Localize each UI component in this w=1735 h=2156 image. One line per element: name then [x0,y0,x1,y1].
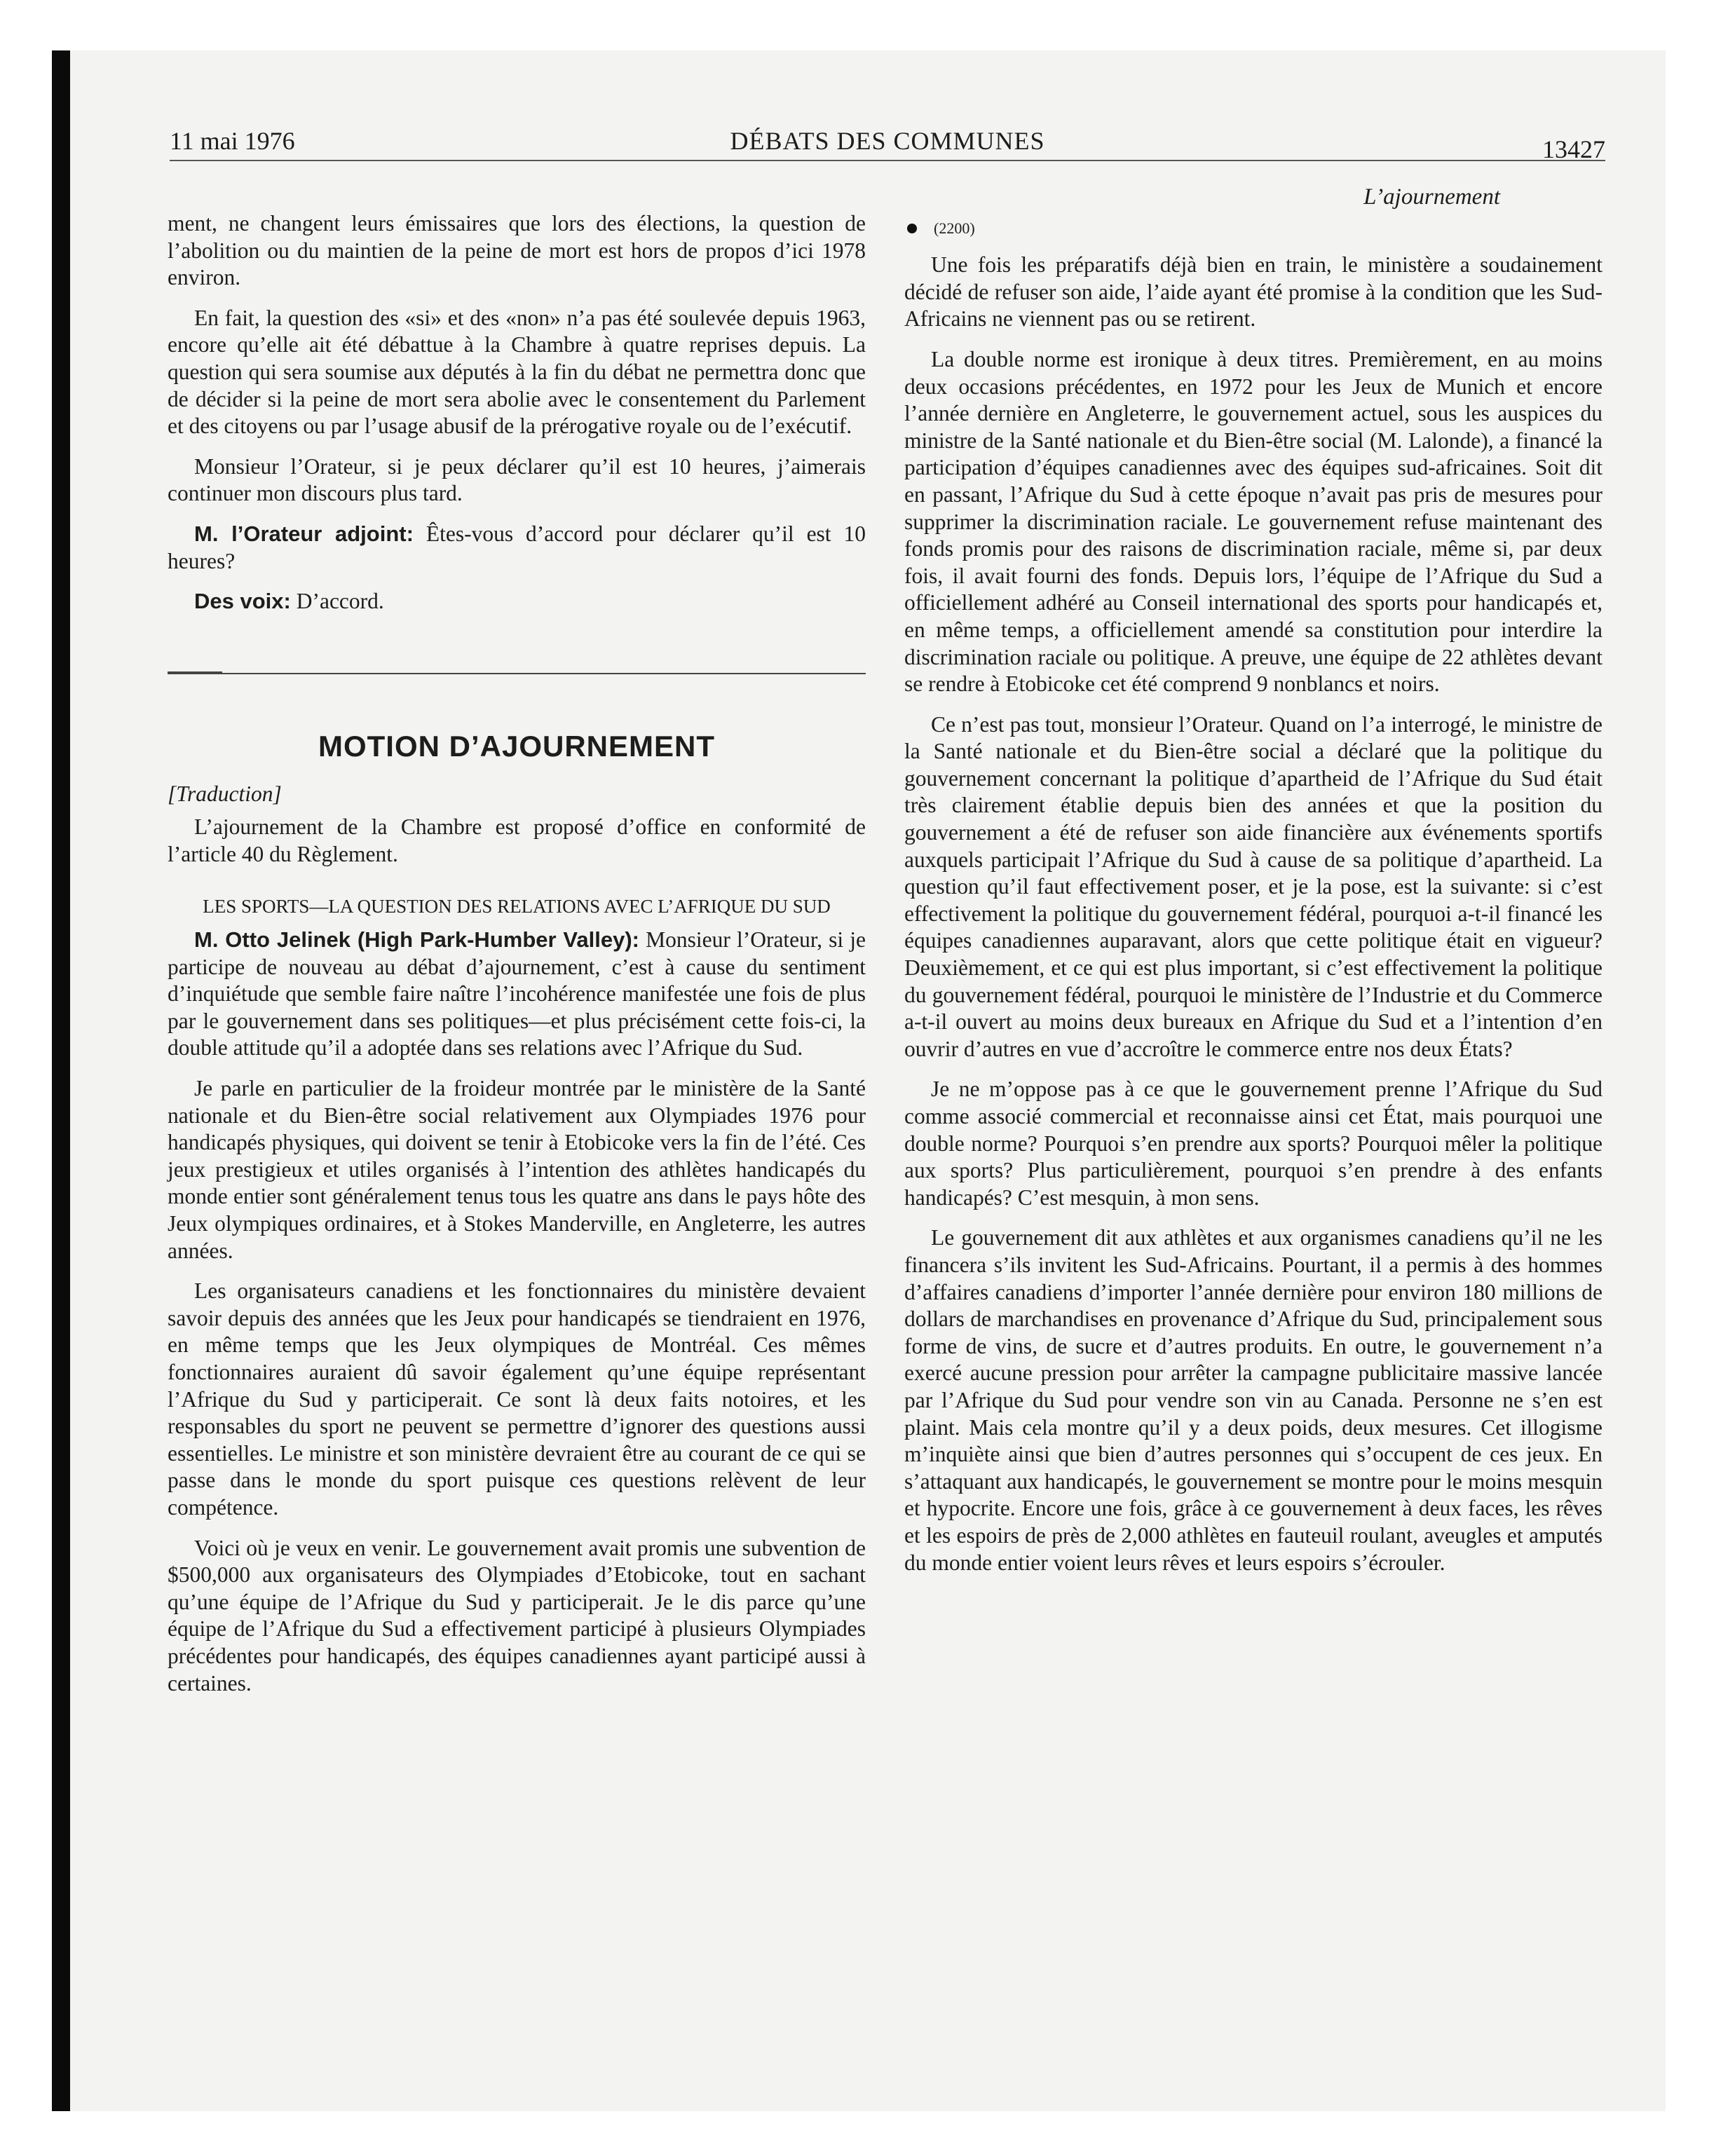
running-head: L’ajournement [1363,184,1500,210]
page-header [170,123,1605,161]
header-title: DÉBATS DES COMMUNES [730,127,1045,155]
speaker-name: Des voix: [194,589,291,614]
paragraph: ment, ne changent leurs émissaires que lors des élections, la question de l’abolition ou du maintien de la peine de mort est hors de propos d’ici 1978 environ. [168,211,866,290]
speech-text: Monsieur l’Orateur, si je participe de nouveau au débat d’ajournement, c’est à cause du sentiment d’inquiétude que semble faire naître l’incohérence manifestée une fois de plus par le gouvernement dans ses politiques—et plus précisément cette fois-ci, la double attitude qu’il a adoptée dans ses relations avec l’Afrique du Sud. [168,927,866,1060]
speaker-name: M. Otto Jelinek (High Park-Humber Valley): [194,927,639,953]
scan-edge-bar [52,50,70,2111]
divider-accent [168,671,222,673]
time-marker-text: (2200) [934,219,975,237]
paragraph: Ce n’est pas tout, monsieur l’Orateur. Quand on l’a interrogé, le ministre de la Santé nationale et du Bien-être social a déclaré que la politique du gouvernement concernant la politique d’apartheid de l’Afrique du Sud était très clairement établie depuis bien des années et que la position du gouvernement a été de refuser son aide financière aux événements sportifs auxquels participait l’Afrique du Sud à cause de sa politique d’apartheid. La question qu’il faut effectivement poser, et je la pose, est la suivante: si c’est effectivement la politique du gouvernement fédéral, pourquoi a-t-il financé les équipes canadiennes auparavant, alors que cette politique était en vigueur? Deuxièmement, et ce qui est plus important, si c’est effectivement la politique du gouvernement fédéral, pourquoi le ministère de l’Industrie et du Commerce a-t-il ouvert au moins deux bureaux en Afrique du Sud et a l’intention d’en ouvrir d’autres en vue d’accroître le commerce entre nos deux États? [904,711,1603,1061]
right-column [904,184,1603,1590]
time-marker [904,215,1603,243]
traduction-label: [Traduction] [168,782,282,807]
speech-paragraph [168,521,866,575]
paragraph: Je parle en particulier de la froideur montrée par le ministère de la Santé nationale et du Bien-être social relativement aux Olympiades 1976 pour handicapés physiques, qui doivent se tenir à Etobicoke vers la fin de l’été. Ces jeux prestigieux et utiles organisés à l’intention des athlètes handicapés du monde entier sont généralement tenus tous les quatre ans dans le pays hôte des Jeux olympiques ordinaires, et à Stokes Manderville, en Angleterre, les autres années. [168,1076,866,1263]
header-date: 11 mai 1976 [170,127,295,155]
paragraph: En fait, la question des «si» et des «non» n’a pas été soulevée depuis 1963, encore qu’elle ait été débattue à la Chambre à quatre reprises depuis. La question qui sera soumise aux députés à la fin du débat ne permettra donc que de décider si la peine de mort sera abolie avec le consentement du Parlement et des citoyens ou par l’usage abusif de la prérogative royale ou de l’exécutif. [168,305,866,439]
paragraph: L’ajournement de la Chambre est proposé d’office en conformité de l’article 40 du Règlement. [168,814,866,866]
speech-paragraph [168,588,866,615]
paragraph: Voici où je veux en venir. Le gouvernement avait promis une subvention de $500,000 aux organisateurs des Olympiades d’Etobicoke, tout en sachant qu’une équipe de l’Afrique du Sud y participerait. Je le dis parce qu’une équipe de l’Afrique du Sud a effectivement participé à plusieurs Olympiades précédentes pour handicapés, des équipes canadiennes ayant participé aussi à certaines. [168,1535,866,1696]
paragraph: Le gouvernement dit aux athlètes et aux organismes canadiens qu’il ne les financera s’ils invitent les Sud-Africains. Pourtant, il a permis à des hommes d’affaires canadiens d’importer l’année dernière pour environ 180 millions de dollars de marchandises en provenance d’Afrique du Sud, principalement sous forme de vins, de sucre et d’autres produits. En outre, le gouvernement n’a exercé aucune pression pour arrêter la campagne publicitaire massive lancée par l’Afrique du Sud pour vendre son vin au Canada. Personne ne s’en est plaint. Mais cela montre qu’il y a deux poids, deux mesures. Cet illogisme m’inquiète ainsi que bien d’autres personnes qui s’occupent de ces jeux. En s’attaquant aux handicapés, le gouvernement se montre pour le moins mesquin et hypocrite. Encore une fois, grâce à ce gouvernement à deux faces, les rêves et les espoirs de près de 2,000 athlètes en fauteuil roulant, aveugles et amputés du monde entier voient leurs rêves et leurs espoirs s’écrouler. [904,1225,1603,1575]
paragraph: Les organisateurs canadiens et les fonctionnaires du ministère devaient savoir depuis des années que les Jeux pour handicapés se tiendraient en 1976, en même temps que les Jeux olympiques de Montréal. Ces mêmes fonctionnaires auraient dû savoir également qu’une équipe représentant l’Afrique du Sud y participerait. Ce sont là deux faits notoires, et les responsables du sport ne peuvent se permettre d’ignorer des questions aussi essentielles. Le ministre et son ministère devraient être au courant de ce qui se passe dans le monde du sport puisque ces questions relèvent de leur compétence. [168,1278,866,1520]
header-page-number: 13427 [1542,135,1605,163]
left-column [168,210,866,1710]
paragraph: Monsieur l’Orateur, si je peux déclarer qu’il est 10 heures, j’aimerais continuer mon discours plus tard. [168,453,866,506]
section-title: MOTION D’AJOURNEMENT [318,729,715,763]
bullet-icon [907,224,917,233]
speech-text: Êtes-vous d’accord pour déclarer qu’il est 10 heures? [168,521,866,573]
speech-text: D’accord. [290,589,384,614]
subsection-heading: LES SPORTS—LA QUESTION DES RELATIONS AVEC L’AFRIQUE DU SUD [203,896,831,917]
paragraph: Je ne m’oppose pas à ce que le gouvernement prenne l’Afrique du Sud comme associé commercial et reconnaisse ainsi cet État, mais pourquoi une double norme? Pourquoi s’en prendre aux sports? Pourquoi mêler la politique aux sports? Plus particulièrement, pourquoi s’en prendre à des enfants handicapés? C’est mesquin, à mon sens. [904,1077,1603,1210]
paragraph: Une fois les préparatifs déjà bien en train, le ministère a soudainement décidé de refuser son aide, l’aide ayant été promise à la condition que les Sud-Africains ne viennent pas ou se retirent. [904,252,1603,332]
section-divider [168,673,866,674]
paragraph: La double norme est ironique à deux titres. Premièrement, en au moins deux occasions précédentes, en 1972 pour les Jeux de Munich et encore l’année dernière en Angleterre, le gouvernement actuel, sous les auspices du ministre de la Santé nationale et du Bien-être social (M. Lalonde), a financé la participation d’équipes canadiennes avec des équipes sud-africaines. Soit dit en passant, l’Afrique du Sud à cette époque n’avait pas pris de mesures pour supprimer la discrimination raciale. Le gouvernement refuse maintenant des fonds promis pour des raisons de discrimination raciale, même si, par deux fois, il avait fourni des fonds. Depuis lors, l’équipe de l’Afrique du Sud a officiellement adhéré au Conseil international des sports pour handicapés et, en même temps, a officiellement amendé sa constitution pour interdire la discrimination raciale ou politique. A preuve, une équipe de 22 athlètes devant se rendre à Etobicoke cet été comprend 9 nonblancs et noirs. [904,346,1603,697]
speech-paragraph [168,927,866,1062]
speaker-name: M. l’Orateur adjoint: [194,521,414,546]
